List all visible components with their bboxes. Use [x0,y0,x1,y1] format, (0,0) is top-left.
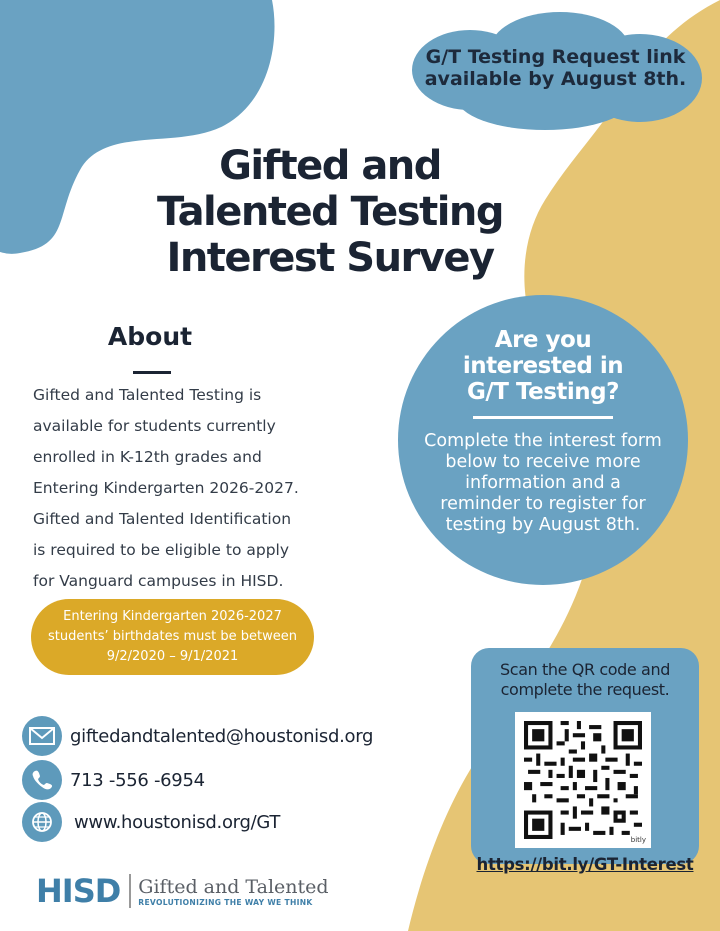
page-title [120,143,540,281]
interest-form-link[interactable]: https://bit.ly/GT-Interest [476,855,694,874]
about-line: enrolled in K-12th grades and [33,448,262,466]
callout-line-1: G/T Testing Request link [425,46,686,68]
body-line: below to receive more [445,452,641,472]
logo-divider [129,874,131,908]
body-line: reminder to register for [440,494,646,514]
about-line: Gifted and Talented Identification [33,510,292,528]
contact-website[interactable]: www.houstonisd.org/GT [74,811,281,833]
contact-email[interactable]: giftedandtalented@houstonisd.org [70,725,374,747]
envelope-icon [22,716,62,756]
qr-caption-line-1: Scan the QR code and [500,660,670,679]
about-line: for Vanguard campuses in HISD. [33,572,284,590]
testing-request-callout [418,46,693,90]
contact-website-row[interactable] [22,802,280,842]
kindergarten-birthdate-note [31,599,314,675]
about-line: Gifted and Talented Testing is [33,386,262,404]
question-line: Are you [494,327,592,353]
title-line-2: Talented Testing [156,189,504,235]
about-line: is required to be eligible to apply [33,541,290,559]
interest-panel [405,327,681,536]
callout-line-2: available by August 8th. [424,68,687,90]
question-line: G/T Testing? [467,379,619,405]
kinder-line-2: students’ birthdates must be between [48,629,297,644]
qr-caption [471,660,699,700]
about-line: Entering Kindergarten 2026-2027. [33,479,299,497]
interest-question [405,327,681,405]
globe-icon [22,802,62,842]
body-line: testing by August 8th. [445,515,641,535]
kinder-line-1: Entering Kindergarten 2026-2027 [63,609,282,624]
body-line: Complete the interest form [424,431,662,451]
question-line: interested in [462,353,624,379]
qr-code[interactable] [515,712,651,848]
interest-divider [473,416,613,419]
about-line: available for students currently [33,417,276,435]
about-divider [133,371,171,374]
qr-code-graphic [524,721,642,839]
about-heading: About [107,322,193,351]
logo-mark: HISD [36,872,121,910]
logo-name: Gifted and Talented [138,875,329,898]
qr-tag: bitly [630,836,646,844]
title-line-3: Interest Survey [166,235,494,281]
interest-body [405,431,681,536]
contact-phone-row[interactable] [22,760,205,800]
contact-phone[interactable]: 713 -556 -6954 [70,769,205,791]
about-text [33,380,333,597]
contact-email-row[interactable] [22,716,373,756]
kinder-line-3: 9/2/2020 – 9/1/2021 [106,649,239,664]
logo-tagline: REVOLUTIONIZING THE WAY WE THINK [138,897,313,907]
phone-icon [22,760,62,800]
title-line-1: Gifted and [219,143,441,189]
qr-card [471,648,699,864]
logo-text [138,876,328,907]
body-line: information and a [465,473,621,493]
hisd-logo [36,869,329,913]
qr-caption-line-2: complete the request. [500,680,670,699]
